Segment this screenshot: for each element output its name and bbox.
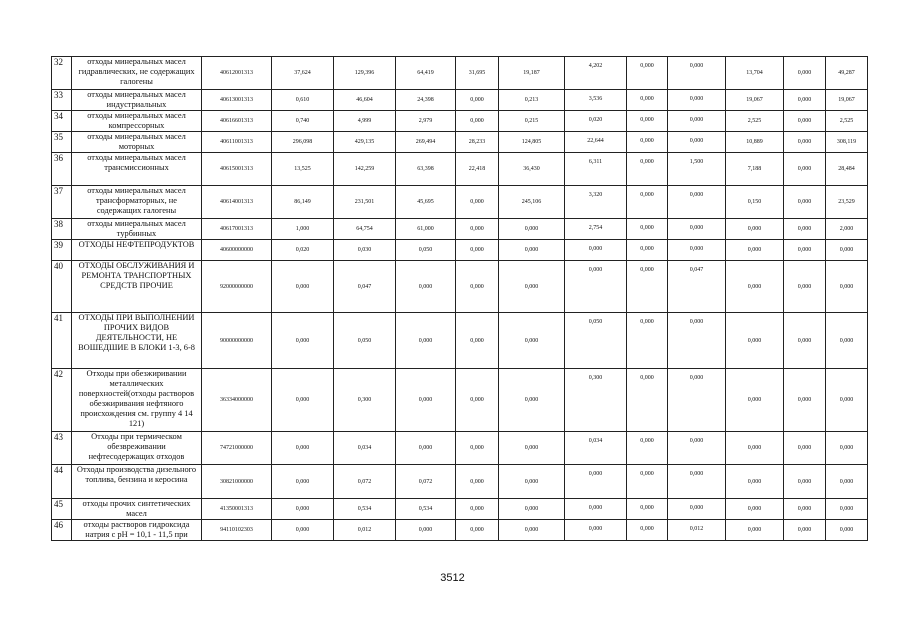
waste-name: отходы растворов гидроксида натрия с pH = 10,1 - 11,5 при xyxy=(72,520,202,541)
table-row xyxy=(52,240,868,261)
value-cell: 0,000 xyxy=(499,432,565,465)
table-row xyxy=(52,219,868,240)
value-cell: 0,020 xyxy=(565,111,627,132)
value-cell: 0,000 xyxy=(627,499,668,520)
value-cell: 0,000 xyxy=(456,313,499,369)
value-cell: 63,398 xyxy=(396,153,456,186)
value-cell: 0,000 xyxy=(456,465,499,499)
table-row xyxy=(52,465,868,499)
value-cell: 245,106 xyxy=(499,186,565,219)
value-cell: 61,000 xyxy=(396,219,456,240)
value-cell: 0,000 xyxy=(726,313,784,369)
value-cell: 129,396 xyxy=(334,57,396,90)
value-cell: 0,000 xyxy=(784,186,826,219)
value-cell: 1,000 xyxy=(272,219,334,240)
value-cell: 0,610 xyxy=(272,90,334,111)
value-cell: 0,047 xyxy=(334,261,396,313)
table-row xyxy=(52,520,868,541)
value-cell: 0,000 xyxy=(784,499,826,520)
value-cell: 2,525 xyxy=(726,111,784,132)
value-cell: 0,000 xyxy=(668,90,726,111)
waste-name: отходы минеральных масел трансмиссионных xyxy=(72,153,202,186)
page-number: 3512 xyxy=(440,572,465,584)
value-cell: 13,525 xyxy=(272,153,334,186)
value-cell: 0,072 xyxy=(334,465,396,499)
value-cell: 0,072 xyxy=(396,465,456,499)
value-cell: 2,525 xyxy=(826,111,868,132)
value-cell: 0,000 xyxy=(826,369,868,432)
waste-name: отходы минеральных масел индустриальных xyxy=(72,90,202,111)
value-cell: 2,000 xyxy=(826,219,868,240)
row-number: 37 xyxy=(52,186,72,219)
value-cell: 37,624 xyxy=(272,57,334,90)
value-cell: 0,000 xyxy=(826,499,868,520)
value-cell: 0,000 xyxy=(565,499,627,520)
value-cell: 0,000 xyxy=(272,465,334,499)
value-cell: 3,320 xyxy=(565,186,627,219)
waste-name: отходы минеральных масел компрессорных xyxy=(72,111,202,132)
value-cell: 0,000 xyxy=(668,57,726,90)
value-cell: 0,000 xyxy=(499,219,565,240)
value-cell: 0,000 xyxy=(726,219,784,240)
table-row xyxy=(52,57,868,90)
row-number: 33 xyxy=(52,90,72,111)
value-cell: 0,000 xyxy=(456,186,499,219)
table-row xyxy=(52,186,868,219)
value-cell: 2,979 xyxy=(396,111,456,132)
fkko-code: 40600000000 xyxy=(202,240,272,261)
value-cell: 0,000 xyxy=(826,261,868,313)
value-cell: 296,098 xyxy=(272,132,334,153)
value-cell: 0,012 xyxy=(668,520,726,541)
value-cell: 0,000 xyxy=(565,465,627,499)
value-cell: 0,000 xyxy=(627,240,668,261)
value-cell: 0,000 xyxy=(627,132,668,153)
value-cell: 86,149 xyxy=(272,186,334,219)
value-cell: 0,000 xyxy=(668,186,726,219)
waste-name: ОТХОДЫ ОБСЛУЖИВАНИЯ И РЕМОНТА ТРАНСПОРТНЫХ СРЕДСТВ ПРОЧИЕ xyxy=(72,261,202,313)
fkko-code: 92000000000 xyxy=(202,261,272,313)
value-cell: 0,000 xyxy=(627,186,668,219)
table-row xyxy=(52,90,868,111)
row-number: 41 xyxy=(52,313,72,369)
value-cell: 0,000 xyxy=(784,57,826,90)
value-cell: 36,430 xyxy=(499,153,565,186)
value-cell: 0,000 xyxy=(784,153,826,186)
value-cell: 0,000 xyxy=(826,465,868,499)
value-cell: 46,604 xyxy=(334,90,396,111)
value-cell: 0,000 xyxy=(668,240,726,261)
value-cell: 3,536 xyxy=(565,90,627,111)
value-cell: 0,000 xyxy=(784,261,826,313)
table-row xyxy=(52,432,868,465)
value-cell: 0,000 xyxy=(668,499,726,520)
value-cell: 0,050 xyxy=(396,240,456,261)
fkko-code: 40615001313 xyxy=(202,153,272,186)
table-row xyxy=(52,132,868,153)
waste-name: ОТХОДЫ ПРИ ВЫПОЛНЕНИИ ПРОЧИХ ВИДОВ ДЕЯТЕЛЬНОСТИ, НЕ ВОШЕДШИЕ В БЛОКИ 1-3, 6-8 xyxy=(72,313,202,369)
value-cell: 0,000 xyxy=(784,111,826,132)
value-cell: 0,300 xyxy=(334,369,396,432)
value-cell: 0,000 xyxy=(456,520,499,541)
value-cell: 0,000 xyxy=(272,520,334,541)
value-cell: 0,150 xyxy=(726,186,784,219)
value-cell: 0,534 xyxy=(334,499,396,520)
value-cell: 0,000 xyxy=(726,432,784,465)
waste-name: отходы минеральных масел трансформаторных, не содержащих галогены xyxy=(72,186,202,219)
value-cell: 0,000 xyxy=(784,90,826,111)
value-cell: 0,000 xyxy=(784,132,826,153)
value-cell: 0,000 xyxy=(499,465,565,499)
value-cell: 0,000 xyxy=(726,240,784,261)
table-row xyxy=(52,111,868,132)
fkko-code: 40611001313 xyxy=(202,132,272,153)
value-cell: 4,999 xyxy=(334,111,396,132)
value-cell: 0,000 xyxy=(499,520,565,541)
value-cell: 0,000 xyxy=(726,369,784,432)
row-number: 32 xyxy=(52,57,72,90)
table-row xyxy=(52,261,868,313)
value-cell: 0,000 xyxy=(272,313,334,369)
value-cell: 0,000 xyxy=(272,261,334,313)
fkko-code: 36334000000 xyxy=(202,369,272,432)
row-number: 46 xyxy=(52,520,72,541)
value-cell: 0,000 xyxy=(565,261,627,313)
value-cell: 49,287 xyxy=(826,57,868,90)
value-cell: 0,000 xyxy=(456,90,499,111)
value-cell: 0,000 xyxy=(456,261,499,313)
value-cell: 0,000 xyxy=(826,313,868,369)
waste-name: отходы прочих синтетических масел xyxy=(72,499,202,520)
value-cell: 0,034 xyxy=(565,432,627,465)
value-cell: 6,311 xyxy=(565,153,627,186)
value-cell: 0,300 xyxy=(565,369,627,432)
fkko-code: 74721000000 xyxy=(202,432,272,465)
fkko-code: 41350001313 xyxy=(202,499,272,520)
value-cell: 0,000 xyxy=(668,313,726,369)
value-cell: 0,000 xyxy=(499,369,565,432)
value-cell: 0,000 xyxy=(396,261,456,313)
value-cell: 10,889 xyxy=(726,132,784,153)
value-cell: 31,695 xyxy=(456,57,499,90)
value-cell: 0,000 xyxy=(396,369,456,432)
value-cell: 0,000 xyxy=(784,369,826,432)
value-cell: 13,704 xyxy=(726,57,784,90)
value-cell: 308,119 xyxy=(826,132,868,153)
row-number: 38 xyxy=(52,219,72,240)
table-row xyxy=(52,369,868,432)
value-cell: 0,000 xyxy=(726,465,784,499)
fkko-code: 90000000000 xyxy=(202,313,272,369)
value-cell: 0,000 xyxy=(499,240,565,261)
value-cell: 0,000 xyxy=(726,261,784,313)
waste-name: Отходы при термическом обезвреживании нефтесодержащих отходов xyxy=(72,432,202,465)
waste-name: Отходы производства дизельного топлива, бензина и керосина xyxy=(72,465,202,499)
value-cell: 0,000 xyxy=(668,432,726,465)
value-cell: 0,000 xyxy=(668,369,726,432)
value-cell: 28,233 xyxy=(456,132,499,153)
row-number: 34 xyxy=(52,111,72,132)
value-cell: 0,000 xyxy=(784,219,826,240)
value-cell: 0,000 xyxy=(456,111,499,132)
value-cell: 0,000 xyxy=(826,432,868,465)
value-cell: 2,754 xyxy=(565,219,627,240)
waste-name: Отходы при обезжиривании металлических поверхностей(отходы растворов обезжиривания нефтяного происхождения см. группу 4 14 121) xyxy=(72,369,202,432)
value-cell: 0,000 xyxy=(784,240,826,261)
value-cell: 0,740 xyxy=(272,111,334,132)
value-cell: 0,000 xyxy=(627,90,668,111)
value-cell: 0,000 xyxy=(627,520,668,541)
value-cell: 0,030 xyxy=(334,240,396,261)
value-cell: 269,494 xyxy=(396,132,456,153)
waste-name: ОТХОДЫ НЕФТЕПРОДУКТОВ xyxy=(72,240,202,261)
value-cell: 0,000 xyxy=(396,432,456,465)
value-cell: 0,000 xyxy=(499,313,565,369)
waste-name: отходы минеральных масел турбинных xyxy=(72,219,202,240)
table-row xyxy=(52,313,868,369)
value-cell: 0,034 xyxy=(334,432,396,465)
value-cell: 0,213 xyxy=(499,90,565,111)
value-cell: 28,484 xyxy=(826,153,868,186)
value-cell: 0,000 xyxy=(499,261,565,313)
row-number: 40 xyxy=(52,261,72,313)
value-cell: 0,000 xyxy=(726,520,784,541)
value-cell: 23,529 xyxy=(826,186,868,219)
value-cell: 64,754 xyxy=(334,219,396,240)
value-cell: 0,000 xyxy=(627,153,668,186)
value-cell: 0,000 xyxy=(272,499,334,520)
value-cell: 0,534 xyxy=(396,499,456,520)
value-cell: 0,000 xyxy=(627,111,668,132)
value-cell: 0,000 xyxy=(396,313,456,369)
value-cell: 0,000 xyxy=(826,240,868,261)
value-cell: 0,000 xyxy=(826,520,868,541)
value-cell: 0,000 xyxy=(627,261,668,313)
value-cell: 0,000 xyxy=(627,432,668,465)
value-cell: 0,000 xyxy=(668,219,726,240)
value-cell: 0,000 xyxy=(456,240,499,261)
value-cell: 0,000 xyxy=(627,57,668,90)
value-cell: 0,000 xyxy=(627,313,668,369)
table-row xyxy=(52,153,868,186)
row-number: 35 xyxy=(52,132,72,153)
value-cell: 0,012 xyxy=(334,520,396,541)
row-number: 39 xyxy=(52,240,72,261)
fkko-code: 40612001313 xyxy=(202,57,272,90)
value-cell: 64,419 xyxy=(396,57,456,90)
waste-balance-table xyxy=(51,56,868,541)
value-cell: 0,000 xyxy=(456,499,499,520)
value-cell: 19,187 xyxy=(499,57,565,90)
row-number: 36 xyxy=(52,153,72,186)
value-cell: 0,000 xyxy=(627,369,668,432)
value-cell: 22,644 xyxy=(565,132,627,153)
value-cell: 0,000 xyxy=(456,219,499,240)
fkko-code: 94110102303 xyxy=(202,520,272,541)
value-cell: 0,050 xyxy=(334,313,396,369)
value-cell: 124,805 xyxy=(499,132,565,153)
value-cell: 142,259 xyxy=(334,153,396,186)
row-number: 44 xyxy=(52,465,72,499)
value-cell: 0,000 xyxy=(784,520,826,541)
value-cell: 0,050 xyxy=(565,313,627,369)
row-number: 43 xyxy=(52,432,72,465)
row-number: 42 xyxy=(52,369,72,432)
value-cell: 0,000 xyxy=(726,499,784,520)
value-cell: 19,067 xyxy=(726,90,784,111)
value-cell: 45,695 xyxy=(396,186,456,219)
value-cell: 7,188 xyxy=(726,153,784,186)
value-cell: 0,000 xyxy=(784,313,826,369)
value-cell: 0,000 xyxy=(784,432,826,465)
value-cell: 19,067 xyxy=(826,90,868,111)
value-cell: 0,000 xyxy=(668,132,726,153)
value-cell: 0,000 xyxy=(456,369,499,432)
value-cell: 0,047 xyxy=(668,261,726,313)
value-cell: 0,000 xyxy=(565,520,627,541)
waste-name: отходы минеральных масел гидравлических, не содержащих галогены xyxy=(72,57,202,90)
fkko-code: 30821000000 xyxy=(202,465,272,499)
table-row xyxy=(52,499,868,520)
value-cell: 0,000 xyxy=(565,240,627,261)
value-cell: 0,215 xyxy=(499,111,565,132)
row-number: 45 xyxy=(52,499,72,520)
value-cell: 0,000 xyxy=(627,219,668,240)
value-cell: 0,000 xyxy=(668,465,726,499)
value-cell: 0,020 xyxy=(272,240,334,261)
value-cell: 0,000 xyxy=(396,520,456,541)
value-cell: 0,000 xyxy=(627,465,668,499)
value-cell: 0,000 xyxy=(668,111,726,132)
value-cell: 22,418 xyxy=(456,153,499,186)
fkko-code: 40614001313 xyxy=(202,186,272,219)
fkko-code: 40616601313 xyxy=(202,111,272,132)
value-cell: 0,000 xyxy=(272,432,334,465)
value-cell: 1,500 xyxy=(668,153,726,186)
value-cell: 24,398 xyxy=(396,90,456,111)
value-cell: 4,202 xyxy=(565,57,627,90)
value-cell: 0,000 xyxy=(784,465,826,499)
value-cell: 429,135 xyxy=(334,132,396,153)
waste-name: отходы минеральных масел моторных xyxy=(72,132,202,153)
value-cell: 0,000 xyxy=(272,369,334,432)
fkko-code: 40613001313 xyxy=(202,90,272,111)
value-cell: 231,501 xyxy=(334,186,396,219)
value-cell: 0,000 xyxy=(456,432,499,465)
fkko-code: 40617001313 xyxy=(202,219,272,240)
value-cell: 0,000 xyxy=(499,499,565,520)
